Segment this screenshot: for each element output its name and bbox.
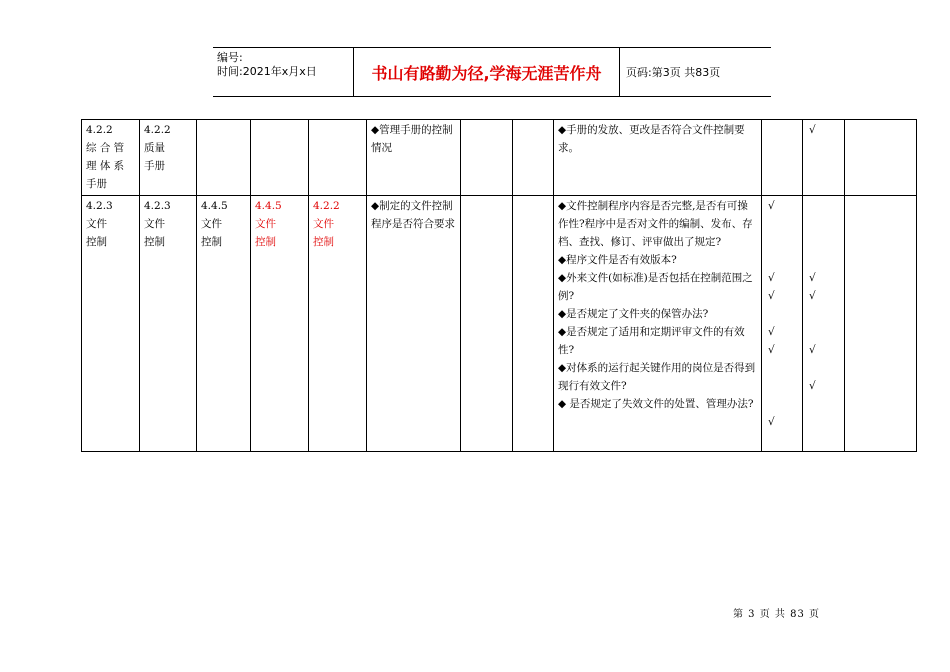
cell-line: ◆手册的发放、更改是否符合文件控制要求。 <box>558 124 745 154</box>
check-mark: √ <box>809 290 816 302</box>
page-footer: 第 3 页 共 83 页 <box>733 609 820 620</box>
empty-cell <box>461 196 513 452</box>
cell-line: 控制 <box>86 236 107 248</box>
cell-line: 控制 <box>201 236 222 248</box>
cell-line: 4.2.3 <box>144 200 171 212</box>
audit-question-item: ◆是否规定了文件夹的保管办法? <box>558 308 709 320</box>
clause-cell <box>197 196 251 452</box>
empty-cell <box>845 196 917 452</box>
check-mark: √ <box>768 272 775 284</box>
audit-question-item: ◆文件控制程序内容是否完整,是否有可操作性?程序中是否对文件的编制、发布、存档、查找、修订、评审做出了规定? <box>558 200 753 248</box>
check-mark: √ <box>768 416 775 428</box>
empty-cell <box>513 120 554 196</box>
cell-line: 理 体 系 <box>86 160 125 172</box>
header-info <box>213 48 354 96</box>
empty-cell <box>845 120 917 196</box>
check-cell <box>803 196 845 452</box>
cell-line: 控制 <box>255 236 276 248</box>
cell-line: ◆制定的文件控制程序是否符合要求 <box>371 200 455 230</box>
empty-cell <box>513 196 554 452</box>
clause-cell <box>251 196 309 452</box>
check-mark: √ <box>768 326 775 338</box>
cell-line: 综 合 管 <box>86 142 125 154</box>
check-mark: √ <box>768 200 775 212</box>
check-mark <box>809 197 841 269</box>
iso9001-clause-cell <box>82 120 140 196</box>
check-cell <box>762 120 803 196</box>
check-mark <box>809 323 841 341</box>
cell-line: 4.4.5 <box>255 200 282 212</box>
audit-question-item: ◆程序文件是否有效版本? <box>558 254 677 266</box>
cell-line: 4.4.5 <box>201 200 228 212</box>
time-label: 时间:2021年x月x日 <box>217 65 317 78</box>
audit-question-item: ◆是否规定了适用和定期评审文件的有效性? <box>558 326 745 356</box>
audit-question-item: ◆外来文件(如标准)是否包括在控制范围之例? <box>558 272 753 302</box>
iso9001-clause-cell <box>82 196 140 452</box>
cell-line: 4.2.2 <box>144 124 171 136</box>
check-mark: √ <box>768 344 775 356</box>
check-mark: √ <box>809 272 816 284</box>
clause-cell <box>140 196 197 452</box>
table-row <box>82 120 917 196</box>
cell-line: 控制 <box>313 236 334 248</box>
table-row <box>82 196 917 452</box>
audit-checklist-table <box>81 119 917 452</box>
cell-line: 文件 <box>313 218 334 230</box>
check-mark <box>768 377 799 413</box>
cell-line: 4.2.3 <box>86 200 113 212</box>
cell-line: ◆管理手册的控制情况 <box>371 124 453 154</box>
cell-line: √ <box>809 124 816 136</box>
check-cell <box>762 196 803 452</box>
cell-line: 质量 <box>144 142 165 154</box>
header-page-code: 页码:第3页 共83页 <box>626 66 721 79</box>
empty-cell <box>461 120 513 196</box>
number-label: 编号: <box>217 51 243 64</box>
clause-cell <box>309 120 367 196</box>
page-header <box>213 47 771 97</box>
clause-cell <box>251 120 309 196</box>
cell-line: 文件 <box>86 218 107 230</box>
check-mark: √ <box>809 380 816 392</box>
audit-content-cell <box>367 196 461 452</box>
audit-question-item: ◆ 是否规定了失效文件的处置、管理办法? <box>558 398 754 410</box>
check-cell <box>803 120 845 196</box>
check-mark <box>809 413 841 449</box>
audit-question-item: ◆对体系的运行起关键作用的岗位是否得到现行有效文件? <box>558 362 756 392</box>
audit-question-cell <box>554 120 762 196</box>
clause-cell <box>309 196 367 452</box>
audit-content-cell <box>367 120 461 196</box>
cell-line: 4.2.2 <box>86 124 113 136</box>
cell-line: 文件 <box>144 218 165 230</box>
cell-line: 手册 <box>144 160 165 172</box>
check-mark: √ <box>768 290 775 302</box>
clause-cell <box>197 120 251 196</box>
audit-question-cell <box>554 196 762 452</box>
cell-line: 控制 <box>144 236 165 248</box>
cell-line: 手册 <box>86 178 107 190</box>
header-slogan: 书山有路勤为径,学海无涯苦作舟 <box>354 48 620 96</box>
clause-cell <box>140 120 197 196</box>
cell-line: 文件 <box>201 218 222 230</box>
check-mark: √ <box>809 344 816 356</box>
cell-line: 4.2.2 <box>313 200 340 212</box>
cell-line: 文件 <box>255 218 276 230</box>
